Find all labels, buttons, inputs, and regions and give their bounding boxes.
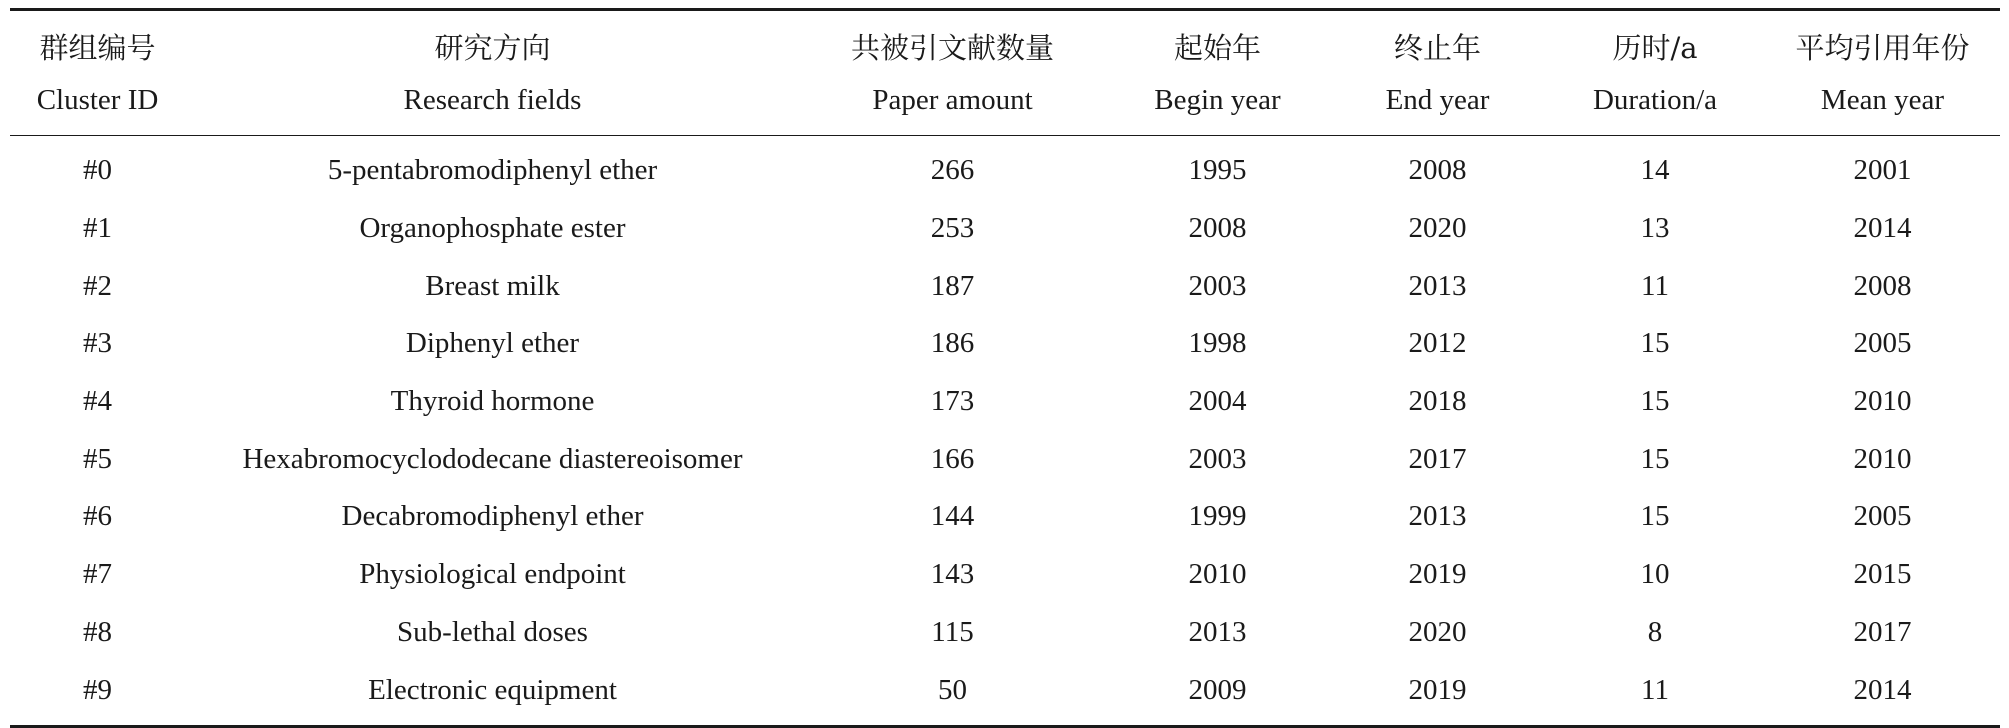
cell-research-field: Thyroid hormone [390, 385, 595, 418]
cell-duration: 11 [1641, 269, 1669, 302]
cell-begin-year: 1995 [1188, 154, 1247, 187]
header-cluster-id-zh: 群组编号 [10, 10, 185, 70]
header-row-english [10, 69, 2000, 136]
header-mean-year-zh: 平均引用年份 [1765, 10, 2000, 70]
cell-research-field: Breast milk [425, 269, 560, 302]
cell-mean-year: 2017 [1853, 615, 1912, 648]
cell-duration: 15 [1640, 385, 1670, 418]
cell-duration: 8 [1647, 615, 1663, 648]
header-cluster-id-en: Cluster ID [10, 69, 185, 136]
cell-cluster-id: #8 [83, 615, 112, 648]
cell-end-year: 2008 [1408, 154, 1467, 187]
cell-end-year: 2012 [1408, 327, 1467, 360]
header-paper-amount-en: Paper amount [800, 69, 1105, 136]
header-end-year-en: End year [1330, 69, 1545, 136]
cell-paper-amount: 187 [930, 269, 975, 302]
cell-end-year: 2019 [1330, 661, 1545, 726]
cell-research-field: Physiological endpoint [359, 558, 626, 591]
cell-paper-amount: 166 [930, 442, 975, 475]
cell-begin-year: 2013 [1188, 615, 1247, 648]
cell-paper-amount: 50 [800, 661, 1105, 726]
cell-mean-year: 2005 [1853, 500, 1912, 533]
cell-end-year: 2020 [1408, 212, 1467, 245]
cell-cluster-id: #9 [10, 661, 185, 726]
cell-end-year: 2013 [1408, 500, 1467, 533]
cell-cluster-id: #2 [83, 269, 112, 302]
header-research-fields-en: Research fields [185, 69, 800, 136]
cell-end-year: 2017 [1408, 442, 1467, 475]
cell-duration: 13 [1640, 212, 1670, 245]
table-row [10, 661, 2000, 726]
table-row [10, 136, 2000, 200]
table-row [10, 315, 2000, 373]
header-research-fields-zh: 研究方向 [185, 10, 800, 70]
cell-begin-year: 1998 [1188, 327, 1247, 360]
cell-research-field: Organophosphate ester [359, 212, 626, 245]
cell-cluster-id: #4 [83, 385, 112, 418]
cell-cluster-id: #7 [83, 558, 112, 591]
cell-end-year: 2013 [1408, 269, 1467, 302]
cell-end-year: 2019 [1408, 558, 1467, 591]
cell-cluster-id: #0 [83, 154, 112, 187]
cell-begin-year: 2009 [1105, 661, 1330, 726]
cell-mean-year: 2005 [1853, 327, 1912, 360]
cell-paper-amount: 115 [931, 615, 974, 648]
cell-paper-amount: 186 [930, 327, 975, 360]
cell-mean-year: 2014 [1765, 661, 2000, 726]
table-row [10, 257, 2000, 315]
table-row [10, 373, 2000, 431]
table-row [10, 604, 2000, 662]
cell-cluster-id: #6 [83, 500, 112, 533]
cell-cluster-id: #5 [83, 442, 112, 475]
header-duration-en: Duration/a [1545, 69, 1765, 136]
cell-paper-amount: 143 [930, 558, 975, 591]
cell-duration: 15 [1640, 442, 1670, 475]
cell-begin-year: 2004 [1188, 385, 1247, 418]
cell-begin-year: 2010 [1188, 558, 1247, 591]
cell-end-year: 2018 [1408, 385, 1467, 418]
cell-begin-year: 1999 [1188, 500, 1247, 533]
cell-begin-year: 2008 [1188, 212, 1247, 245]
cell-cluster-id: #3 [83, 327, 112, 360]
cell-mean-year: 2015 [1853, 558, 1912, 591]
cell-mean-year: 2010 [1853, 385, 1912, 418]
cell-begin-year: 2003 [1188, 442, 1247, 475]
cell-duration: 10 [1640, 558, 1670, 591]
table-row [10, 488, 2000, 546]
cell-cluster-id: #1 [83, 212, 112, 245]
cell-end-year: 2020 [1408, 615, 1467, 648]
cell-research-field: 5-pentabromodiphenyl ether [327, 154, 658, 187]
cell-mean-year: 2001 [1853, 154, 1912, 187]
table-row [10, 546, 2000, 604]
header-mean-year-en: Mean year [1765, 69, 2000, 136]
cell-paper-amount: 266 [930, 154, 975, 187]
header-begin-year-zh: 起始年 [1105, 10, 1330, 70]
cell-begin-year: 2003 [1188, 269, 1247, 302]
table-row [10, 430, 2000, 488]
cluster-table [10, 8, 2000, 728]
cell-mean-year: 2014 [1853, 212, 1912, 245]
table-row [10, 200, 2000, 258]
cell-paper-amount: 253 [930, 212, 975, 245]
cell-mean-year: 2010 [1853, 442, 1912, 475]
header-begin-year-en: Begin year [1105, 69, 1330, 136]
cell-research-field: Electronic equipment [185, 661, 800, 726]
cell-research-field: Diphenyl ether [405, 327, 580, 360]
cell-mean-year: 2008 [1853, 269, 1912, 302]
cell-paper-amount: 173 [930, 385, 975, 418]
cell-research-field: Decabromodiphenyl ether [341, 500, 644, 533]
header-duration-zh: 历时/a [1545, 10, 1765, 70]
cell-duration: 14 [1640, 154, 1670, 187]
cluster-table-container [10, 8, 2000, 728]
header-row-chinese [10, 10, 2000, 70]
cell-research-field: Hexabromocyclododecane diastereoisomer [242, 442, 743, 475]
table-body [10, 136, 2000, 727]
cell-duration: 15 [1640, 500, 1670, 533]
header-paper-amount-zh: 共被引文献数量 [800, 10, 1105, 70]
cell-duration: 15 [1640, 327, 1670, 360]
table-header [10, 10, 2000, 136]
cell-paper-amount: 144 [930, 500, 975, 533]
header-end-year-zh: 终止年 [1330, 10, 1545, 70]
cell-research-field: Sub-lethal doses [397, 615, 588, 648]
cell-duration: 11 [1545, 661, 1765, 726]
